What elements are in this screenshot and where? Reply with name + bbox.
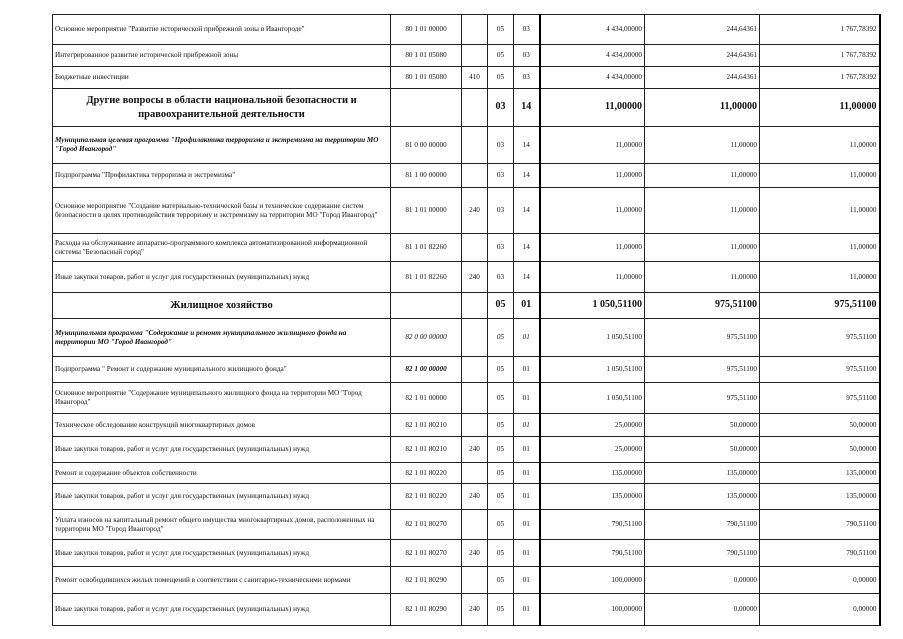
row-amount-year1: 100,00000: [540, 594, 645, 626]
row-expense-type: 240: [462, 188, 488, 234]
row-section: 05: [488, 45, 514, 67]
table-row: [53, 89, 880, 127]
row-amount-year2: 975,51100: [645, 319, 760, 357]
row-name: Бюджетные инвестиции: [53, 67, 391, 89]
row-amount-year3: 975,51100: [760, 357, 880, 383]
row-subsection: 03: [514, 45, 540, 67]
row-amount-year3: 975,51100: [760, 319, 880, 357]
row-amount-year3: 0,00000: [760, 594, 880, 626]
row-expense-type: 240: [462, 594, 488, 626]
row-amount-year1: 1 050,51100: [540, 319, 645, 357]
row-code: 81 1 00 00000: [391, 164, 462, 188]
row-amount-year2: 790,51100: [645, 510, 760, 540]
row-code: 81 1 01 82260: [391, 262, 462, 293]
row-amount-year3: 790,51100: [760, 510, 880, 540]
row-code: 80 1 01 05080: [391, 67, 462, 89]
row-expense-type: [462, 89, 488, 127]
row-code: 82 1 01 80210: [391, 437, 462, 463]
row-amount-year3: 1 767,78392: [760, 67, 880, 89]
row-amount-year2: 244,64361: [645, 67, 760, 89]
row-subsection: 01: [514, 567, 540, 594]
row-amount-year1: 11,00000: [540, 234, 645, 262]
row-name: Муниципальная программа "Содержание и ремонт муниципального жилищного фонда на территории МО "Город Ивангород": [53, 319, 391, 357]
table-row: [53, 319, 880, 357]
row-code: [391, 293, 462, 319]
table-body: [53, 15, 880, 626]
table-row: [53, 15, 880, 45]
row-amount-year3: 790,51100: [760, 540, 880, 567]
table-row: [53, 357, 880, 383]
row-expense-type: [462, 127, 488, 164]
row-expense-type: [462, 357, 488, 383]
row-amount-year3: 11,00000: [760, 89, 880, 127]
row-code: 82 1 01 80270: [391, 540, 462, 567]
row-section: 05: [488, 319, 514, 357]
table-row: [53, 414, 880, 437]
row-name: Другие вопросы в области национальной безопасности и правоохранительной деятельности: [53, 89, 391, 127]
row-subsection: 14: [514, 234, 540, 262]
budget-table: [52, 14, 881, 626]
row-subsection: 14: [514, 89, 540, 127]
row-amount-year2: 11,00000: [645, 188, 760, 234]
row-code: 82 1 01 80220: [391, 463, 462, 484]
row-name: Интегрированное развитие исторической прибрежной зоны: [53, 45, 391, 67]
row-code: 81 0 00 00000: [391, 127, 462, 164]
row-section: 05: [488, 357, 514, 383]
row-name: Ремонт освободившихся жилых помещений в соответствии с санитарно-техническими нормами: [53, 567, 391, 594]
row-amount-year3: 11,00000: [760, 234, 880, 262]
row-amount-year3: 975,51100: [760, 293, 880, 319]
table-row: [53, 293, 880, 319]
row-subsection: 01: [514, 437, 540, 463]
row-section: 05: [488, 293, 514, 319]
row-expense-type: [462, 293, 488, 319]
row-amount-year1: 100,00000: [540, 567, 645, 594]
row-name: Жилищное хозяйство: [53, 293, 391, 319]
row-section: 05: [488, 414, 514, 437]
row-amount-year2: 244,64361: [645, 15, 760, 45]
row-expense-type: 240: [462, 540, 488, 567]
row-amount-year1: 4 434,00000: [540, 67, 645, 89]
row-amount-year1: 790,51100: [540, 540, 645, 567]
row-amount-year1: 135,00000: [540, 484, 645, 510]
row-subsection: 01: [514, 594, 540, 626]
row-name: Ремонт и содержание объектов собственности: [53, 463, 391, 484]
table-row: [53, 188, 880, 234]
row-code: 81 1 01 82260: [391, 234, 462, 262]
row-amount-year3: 0,00000: [760, 567, 880, 594]
row-amount-year2: 975,51100: [645, 293, 760, 319]
row-section: 05: [488, 383, 514, 414]
row-amount-year3: 135,00000: [760, 484, 880, 510]
row-name: Техническое обследование конструкций многоквартирных домов: [53, 414, 391, 437]
row-amount-year2: 11,00000: [645, 127, 760, 164]
table-row: [53, 164, 880, 188]
row-amount-year2: 11,00000: [645, 234, 760, 262]
row-amount-year2: 0,00000: [645, 567, 760, 594]
row-subsection: 01: [514, 383, 540, 414]
row-name: Расходы на обслуживание аппаратно-программного комплекса автоматизированной информационной системы "Безопасный город": [53, 234, 391, 262]
row-amount-year2: 50,00000: [645, 414, 760, 437]
row-expense-type: [462, 45, 488, 67]
row-expense-type: 410: [462, 67, 488, 89]
row-section: 03: [488, 164, 514, 188]
row-code: 82 1 01 80220: [391, 484, 462, 510]
row-amount-year3: 11,00000: [760, 164, 880, 188]
row-code: 82 1 01 00000: [391, 383, 462, 414]
row-subsection: 01: [514, 510, 540, 540]
row-expense-type: 240: [462, 262, 488, 293]
table-row: [53, 567, 880, 594]
row-name: Подпрограмма "Профилактика терроризма и экстремизма": [53, 164, 391, 188]
row-name: Иные закупки товаров, работ и услуг для государственных (муниципальных) нужд: [53, 437, 391, 463]
table-row: [53, 127, 880, 164]
row-subsection: 01: [514, 540, 540, 567]
row-amount-year1: 11,00000: [540, 89, 645, 127]
table-row: [53, 67, 880, 89]
row-section: 05: [488, 15, 514, 45]
row-code: 82 1 00 00000: [391, 357, 462, 383]
table-row: [53, 594, 880, 626]
row-amount-year3: 50,00000: [760, 414, 880, 437]
row-amount-year2: 135,00000: [645, 484, 760, 510]
row-amount-year1: 11,00000: [540, 164, 645, 188]
row-name: Уплата износов на капитальный ремонт общего имущества многоквартирных домов, расположенных на территории МО "Город Ивангород": [53, 510, 391, 540]
row-amount-year1: 11,00000: [540, 127, 645, 164]
row-subsection: 14: [514, 127, 540, 164]
row-code: 82 1 01 80290: [391, 567, 462, 594]
row-subsection: 01: [514, 357, 540, 383]
row-section: 03: [488, 262, 514, 293]
table-row: [53, 234, 880, 262]
row-amount-year2: 135,00000: [645, 463, 760, 484]
table-row: [53, 437, 880, 463]
row-name: Основное мероприятие "Создание материально-технической базы и техническое содержание систем безопасности в целях противодействия терроризму и экстремизму на территории МО "Город Ивангород": [53, 188, 391, 234]
row-subsection: 01: [514, 484, 540, 510]
row-amount-year2: 11,00000: [645, 89, 760, 127]
table-row: [53, 262, 880, 293]
row-amount-year2: 50,00000: [645, 437, 760, 463]
row-amount-year3: 11,00000: [760, 188, 880, 234]
row-expense-type: [462, 510, 488, 540]
row-amount-year1: 1 050,51100: [540, 383, 645, 414]
row-amount-year3: 11,00000: [760, 262, 880, 293]
row-amount-year2: 975,51100: [645, 357, 760, 383]
row-section: 05: [488, 484, 514, 510]
row-expense-type: 240: [462, 437, 488, 463]
row-section: 05: [488, 540, 514, 567]
row-name: Основное мероприятие "Содержание муниципального жилищного фонда на территории МО "Город Ивангород": [53, 383, 391, 414]
row-expense-type: [462, 463, 488, 484]
row-name: Иные закупки товаров, работ и услуг для государственных (муниципальных) нужд: [53, 262, 391, 293]
row-name: Иные закупки товаров, работ и услуг для государственных (муниципальных) нужд: [53, 540, 391, 567]
row-section: 03: [488, 89, 514, 127]
row-subsection: 03: [514, 15, 540, 45]
row-code: 82 1 01 80210: [391, 414, 462, 437]
row-name: Основное мероприятие "Развитие исторической прибрежной зоны в Ивангороде": [53, 15, 391, 45]
row-amount-year2: 975,51100: [645, 383, 760, 414]
row-section: 03: [488, 127, 514, 164]
row-amount-year3: 135,00000: [760, 463, 880, 484]
table-row: [53, 510, 880, 540]
row-code: 82 1 01 80290: [391, 594, 462, 626]
row-expense-type: [462, 234, 488, 262]
row-subsection: 14: [514, 164, 540, 188]
row-subsection: 01: [514, 414, 540, 437]
row-amount-year3: 1 767,78392: [760, 15, 880, 45]
row-amount-year2: 11,00000: [645, 164, 760, 188]
row-code: 80 1 01 00000: [391, 15, 462, 45]
row-amount-year3: 11,00000: [760, 127, 880, 164]
row-amount-year2: 244,64361: [645, 45, 760, 67]
row-subsection: 01: [514, 293, 540, 319]
row-amount-year1: 4 434,00000: [540, 15, 645, 45]
row-subsection: 14: [514, 262, 540, 293]
row-section: 05: [488, 463, 514, 484]
table-row: [53, 383, 880, 414]
row-expense-type: 240: [462, 484, 488, 510]
row-amount-year3: 1 767,78392: [760, 45, 880, 67]
row-code: 80 1 01 05080: [391, 45, 462, 67]
row-subsection: 03: [514, 67, 540, 89]
row-amount-year3: 50,00000: [760, 437, 880, 463]
row-name: Иные закупки товаров, работ и услуг для государственных (муниципальных) нужд: [53, 594, 391, 626]
row-name: Подпрограмма " Ремонт и содержание муниципального жилищного фонда": [53, 357, 391, 383]
table-row: [53, 540, 880, 567]
row-section: 05: [488, 67, 514, 89]
row-name: Иные закупки товаров, работ и услуг для государственных (муниципальных) нужд: [53, 484, 391, 510]
row-amount-year1: 790,51100: [540, 510, 645, 540]
row-section: 03: [488, 188, 514, 234]
row-subsection: 01: [514, 463, 540, 484]
row-amount-year1: 11,00000: [540, 188, 645, 234]
row-expense-type: [462, 15, 488, 45]
row-section: 05: [488, 594, 514, 626]
row-amount-year1: 25,00000: [540, 414, 645, 437]
row-expense-type: [462, 567, 488, 594]
row-amount-year2: 0,00000: [645, 594, 760, 626]
row-subsection: 01: [514, 319, 540, 357]
row-amount-year1: 4 434,00000: [540, 45, 645, 67]
row-section: 05: [488, 567, 514, 594]
table-row: [53, 463, 880, 484]
row-amount-year2: 790,51100: [645, 540, 760, 567]
row-expense-type: [462, 414, 488, 437]
row-amount-year1: 135,00000: [540, 463, 645, 484]
row-section: 03: [488, 234, 514, 262]
row-section: 05: [488, 510, 514, 540]
row-amount-year1: 1 050,51100: [540, 357, 645, 383]
row-expense-type: [462, 164, 488, 188]
row-subsection: 14: [514, 188, 540, 234]
row-amount-year2: 11,00000: [645, 262, 760, 293]
table-row: [53, 484, 880, 510]
row-code: 82 0 00 00000: [391, 319, 462, 357]
row-amount-year1: 11,00000: [540, 262, 645, 293]
row-code: [391, 89, 462, 127]
row-amount-year1: 25,00000: [540, 437, 645, 463]
row-section: 05: [488, 437, 514, 463]
row-expense-type: [462, 383, 488, 414]
row-code: 82 1 01 80270: [391, 510, 462, 540]
row-code: 81 1 01 00000: [391, 188, 462, 234]
table-row: [53, 45, 880, 67]
row-amount-year3: 975,51100: [760, 383, 880, 414]
row-expense-type: [462, 319, 488, 357]
row-name: Муниципальная целевая программа "Профилактика терроризма и экстремизма на территории МО "Город Ивангород": [53, 127, 391, 164]
row-amount-year1: 1 050,51100: [540, 293, 645, 319]
